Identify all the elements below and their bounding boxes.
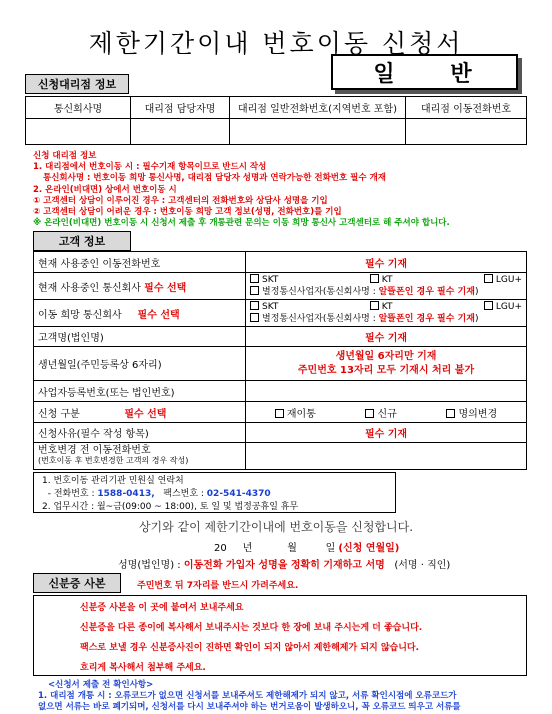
row-label: 신청 구분 필수 선택 [34, 402, 246, 423]
dealer-col-mobile: 대리점 이동전화번호 [406, 97, 527, 119]
current-number-field[interactable]: 필수 기재 [246, 252, 527, 273]
checklist-heading: <신청서 제출 전 확인사항> [48, 680, 154, 690]
dealer-table [25, 96, 527, 145]
skt-checkbox[interactable]: SKT [250, 274, 278, 286]
notes-line: 통신회사명 : 번호이동 희망 통신사명, 대리점 담당자 성명과 연락가능한 전화번호 필수 개재 [43, 173, 386, 184]
lgu-checkbox[interactable]: LGU+ [484, 274, 522, 286]
customer-section-label: 고객 정보 [33, 231, 131, 251]
signer-line: 성명(법인명) : 이동전화 가입자 성명을 정확히 기재하고 서명 (서명 · 직인) [118, 560, 451, 571]
id-copy-attach-area[interactable] [33, 595, 527, 676]
signature-area[interactable]: (서명 · 직인) [394, 560, 451, 571]
id-copy-line: 신분증 사본을 이 곳에 붙여서 보내주세요 [80, 603, 244, 613]
name-change-checkbox[interactable]: 명의변경 [446, 405, 497, 420]
apply-date-line: 20 년 월 일 (신청 연월일) [214, 543, 400, 554]
kt-checkbox[interactable]: KT [370, 301, 393, 313]
form-type-box: 일 반 [331, 54, 518, 90]
row-label: 신청사유(필수 작성 항목) [34, 423, 246, 443]
customer-name-field[interactable]: 필수 기재 [246, 327, 527, 347]
page-title: 제한기간이내 번호이동 신청서 [88, 29, 464, 58]
dealer-phone-field[interactable] [230, 119, 406, 145]
notes-online-warning: ※ 온라인(비대면) 번호이동 시 신청서 제출 후 개통관련 문의는 이동 희망 통신사 고객센터로 해 주셔야 합니다. [33, 218, 450, 229]
notes-line: ① 고객센터 상담이 이루어진 경우 : 고객센터의 전화번호와 상담사 성명을 기입 [33, 195, 328, 206]
customer-table [33, 251, 527, 470]
row-label: 번호변경 전 이동전화번호 (번호이동 후 번호변경한 고객의 경우 작성) [34, 443, 246, 470]
skt-checkbox[interactable]: SKT [250, 301, 278, 313]
id-copy-notice: 주민번호 뒤 7자리를 반드시 가려주세요. [137, 581, 299, 591]
notes-line: 2. 온라인(비대면) 상에서 번호이동 시 [33, 184, 177, 195]
request-type-options [246, 402, 527, 423]
notes-line: ② 고객센터 상담이 어려운 경우 : 번호이동 희망 고객 정보(성명, 전화번호)를 기입 [33, 207, 342, 218]
info-line: 1. 번호이동 관리기관 민원실 연락처 [42, 476, 184, 486]
required-mark: 필수 선택 [144, 282, 187, 294]
lgu-checkbox[interactable]: LGU+ [484, 301, 522, 313]
info-phone-line: - 전화번호 : 1588-0413, 팩스번호 : 02-541-4370 [47, 489, 271, 499]
dealer-notes [33, 151, 533, 229]
row-label: 사업자등록번호(또는 법인번호) [34, 381, 246, 402]
notes-line: 1. 대리점에서 번호이동 시 : 필수기재 항목이므로 반드시 작성 [33, 162, 267, 173]
desired-carrier-options [246, 300, 527, 327]
id-copy-line: 팩스로 보낼 경우 신분증사진이 진하면 확인이 되지 않아서 제한해제가 되지 않습니다. [80, 643, 420, 653]
notes-heading: 신청 대리점 정보 [33, 151, 97, 161]
dealer-carrier-field[interactable] [26, 119, 131, 145]
id-copy-label: 신분증 사본 [33, 573, 121, 593]
checklist-line: 1. 대리점 개통 시 : 오류코드가 없으면 신청서를 보내주셔도 제한해제가 되지 않고, 서류 확인시점에 오류코드가 [38, 691, 457, 701]
prev-number-field[interactable] [246, 443, 527, 470]
dealer-mobile-field[interactable] [406, 119, 527, 145]
current-carrier-options [246, 273, 527, 300]
birth-field[interactable]: 생년월일 6자리만 기재 주민번호 13자리 모두 기재시 처리 불가 [246, 347, 527, 381]
row-label: 현재 사용중인 이동전화번호 [34, 252, 246, 273]
info-line: 2. 업무시간 : 월~금(09:00 ~ 18:00), 토 일 및 법정공휴일 휴무 [42, 502, 299, 512]
dealer-manager-field[interactable] [131, 119, 230, 145]
dealer-col-phone: 대리점 일반전화번호(지역번호 포함) [230, 97, 406, 119]
reason-field[interactable]: 필수 기재 [246, 423, 527, 443]
mvno-checkbox[interactable]: 별정통신사업자(통신회사명 : 알뜰폰인 경우 필수 기재) [250, 286, 522, 298]
contact-info-box [33, 472, 396, 513]
row-label: 현재 사용중인 통신회사 필수 선택 [34, 273, 246, 300]
mvno-checkbox[interactable]: 별정통신사업자(통신회사명 : 알뜰폰인 경우 필수 기재) [250, 313, 522, 325]
checklist-line: 없으면 서류는 바로 폐기되며, 신청서를 다시 보내주셔야 하는 번거로움이 발생하오니, 꼭 오류코드 띄우고 서류를 [38, 702, 461, 712]
reissue-checkbox[interactable]: 재이통 [275, 405, 316, 420]
business-no-field[interactable] [246, 381, 527, 402]
dealer-section-label: 신청대리점 정보 [25, 74, 129, 94]
id-copy-line: 신분증을 다른 종이에 복사해서 보내주시는 것보다 한 장에 보내 주시는게 더 좋습니다. [80, 623, 423, 633]
dealer-col-carrier: 통신회사명 [26, 97, 131, 119]
required-mark: 필수 선택 [137, 309, 180, 321]
apply-statement: 상기와 같이 제한기간이내에 번호이동을 신청합니다. [138, 520, 414, 534]
id-copy-line: 흐리게 복사해서 첨부해 주세요. [80, 663, 206, 673]
submission-checklist [38, 680, 548, 713]
row-label: 고객명(법인명) [34, 327, 246, 347]
new-checkbox[interactable]: 신규 [365, 405, 396, 420]
kt-checkbox[interactable]: KT [370, 274, 393, 286]
row-label: 생년월일(주민등록상 6자리) [34, 347, 246, 381]
row-label: 이동 희망 통신회사 필수 선택 [34, 300, 246, 327]
required-mark: 필수 선택 [124, 408, 167, 420]
dealer-col-manager: 대리점 담당자명 [131, 97, 230, 119]
